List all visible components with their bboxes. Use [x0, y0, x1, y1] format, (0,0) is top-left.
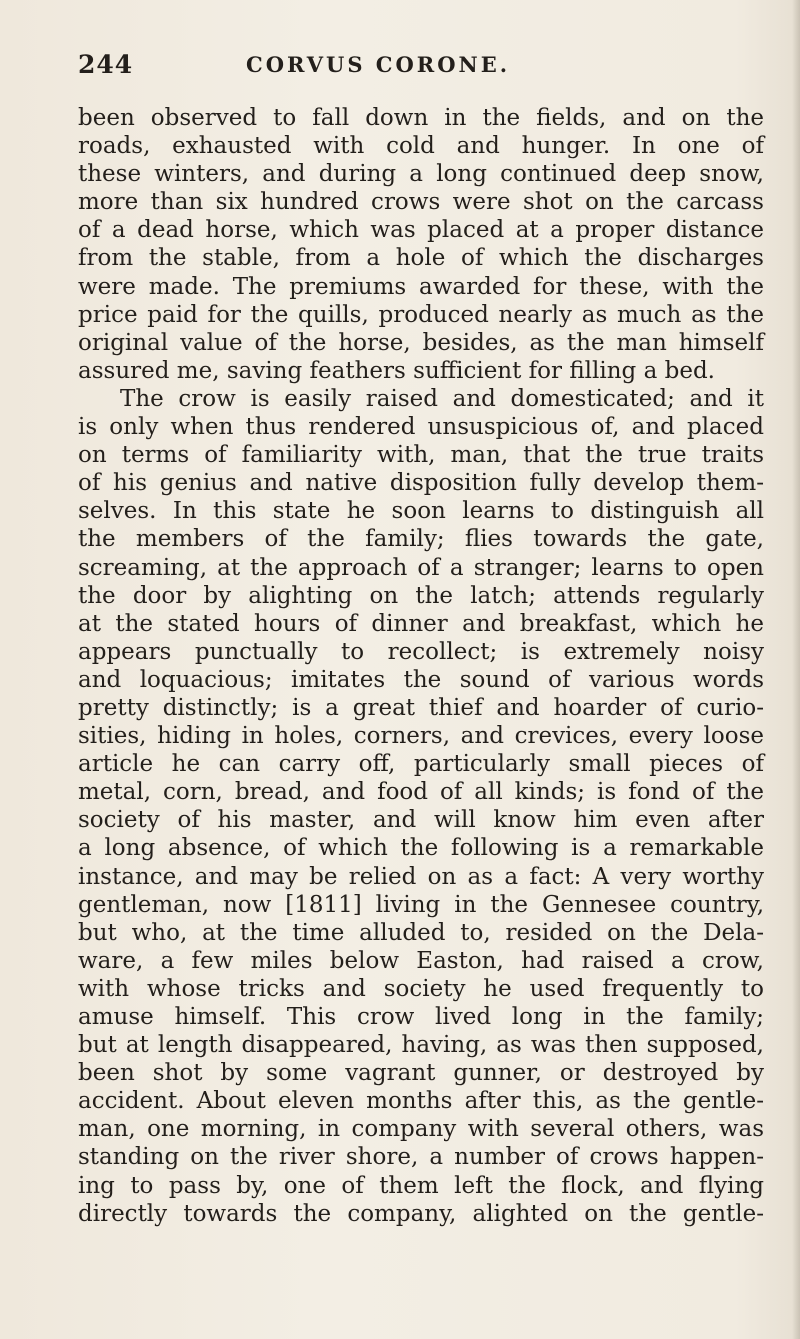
text-line: standing on the river shore, a number of crows happen-	[78, 1144, 764, 1171]
text-line: selves. In this state he soon learns to distinguish all	[78, 498, 764, 525]
text-line: metal, corn, bread, and food of all kinds; is fond of the	[78, 779, 764, 806]
body-text	[78, 104, 764, 1228]
text-line: screaming, at the approach of a stranger; learns to open	[78, 554, 764, 581]
page-edge-shadow	[792, 0, 800, 1339]
text-line: the members of the family; flies towards the gate,	[78, 526, 764, 553]
text-line: assured me, saving feathers sufficient for filling a bed.	[78, 357, 715, 384]
text-line: original value of the horse, besides, as the man himself	[78, 329, 764, 356]
text-line: directly towards the company, alighted on the gentle-	[78, 1200, 764, 1227]
text-line: appears punctually to recollect; is extremely noisy	[78, 638, 764, 665]
page-number: 244	[78, 50, 134, 79]
text-line: but at length disappeared, having, as was then supposed,	[78, 1032, 764, 1059]
text-line: instance, and may be relied on as a fact: A very worthy	[78, 863, 764, 890]
text-line: the door by alighting on the latch; attends regularly	[78, 582, 764, 609]
text-line: amuse himself. This crow lived long in the family;	[78, 1004, 764, 1030]
text-line: roads, exhausted with cold and hunger. In one of	[78, 133, 764, 160]
text-line: price paid for the quills, produced nearly as much as the	[78, 301, 764, 328]
page-header	[78, 50, 758, 84]
text-line: society of his master, and will know him even after	[78, 807, 764, 834]
text-line: ware, a few miles below Easton, had raised a crow,	[78, 947, 764, 974]
text-line: of his genius and native disposition fully develop them-	[78, 470, 764, 497]
text-line: of a dead horse, which was placed at a proper distance	[78, 217, 764, 244]
text-line: accident. About eleven months after this, as the gentle-	[78, 1088, 764, 1115]
text-line: pretty distinctly; is a great thief and hoarder of curio-	[78, 694, 764, 721]
text-line: ing to pass by, one of them left the flock, and flying	[78, 1172, 764, 1199]
running-title: CORVUS CORONE.	[246, 52, 511, 77]
text-line: gentleman, now [1811] living in the Gennesee country,	[78, 891, 764, 918]
text-line: more than six hundred crows were shot on the carcass	[78, 189, 764, 216]
text-line: been observed to fall down in the fields, and on the	[78, 105, 764, 131]
text-line: and loquacious; imitates the sound of various words	[78, 666, 764, 693]
text-line: these winters, and during a long continued deep snow,	[78, 161, 764, 188]
text-line: a long absence, of which the following is a remarkable	[78, 835, 764, 862]
text-line: sities, hiding in holes, corners, and crevices, every loose	[78, 723, 764, 750]
text-line: from the stable, from a hole of which the discharges	[78, 245, 764, 272]
text-line: but who, at the time alluded to, resided on the Dela-	[78, 919, 764, 946]
text-line: is only when thus rendered unsuspicious of, and placed	[78, 414, 764, 441]
text-line: The crow is easily raised and domesticated; and it	[120, 385, 764, 412]
text-line: article he can carry off, particularly small pieces of	[78, 751, 764, 778]
text-line: with whose tricks and society he used frequently to	[78, 975, 764, 1002]
text-line: been shot by some vagrant gunner, or destroyed by	[78, 1060, 764, 1087]
text-line: man, one morning, in company with several others, was	[78, 1116, 764, 1143]
text-line: at the stated hours of dinner and breakfast, which he	[78, 610, 764, 637]
text-line: were made. The premiums awarded for these, with the	[78, 273, 764, 300]
text-line: on terms of familiarity with, man, that the true traits	[78, 442, 764, 469]
